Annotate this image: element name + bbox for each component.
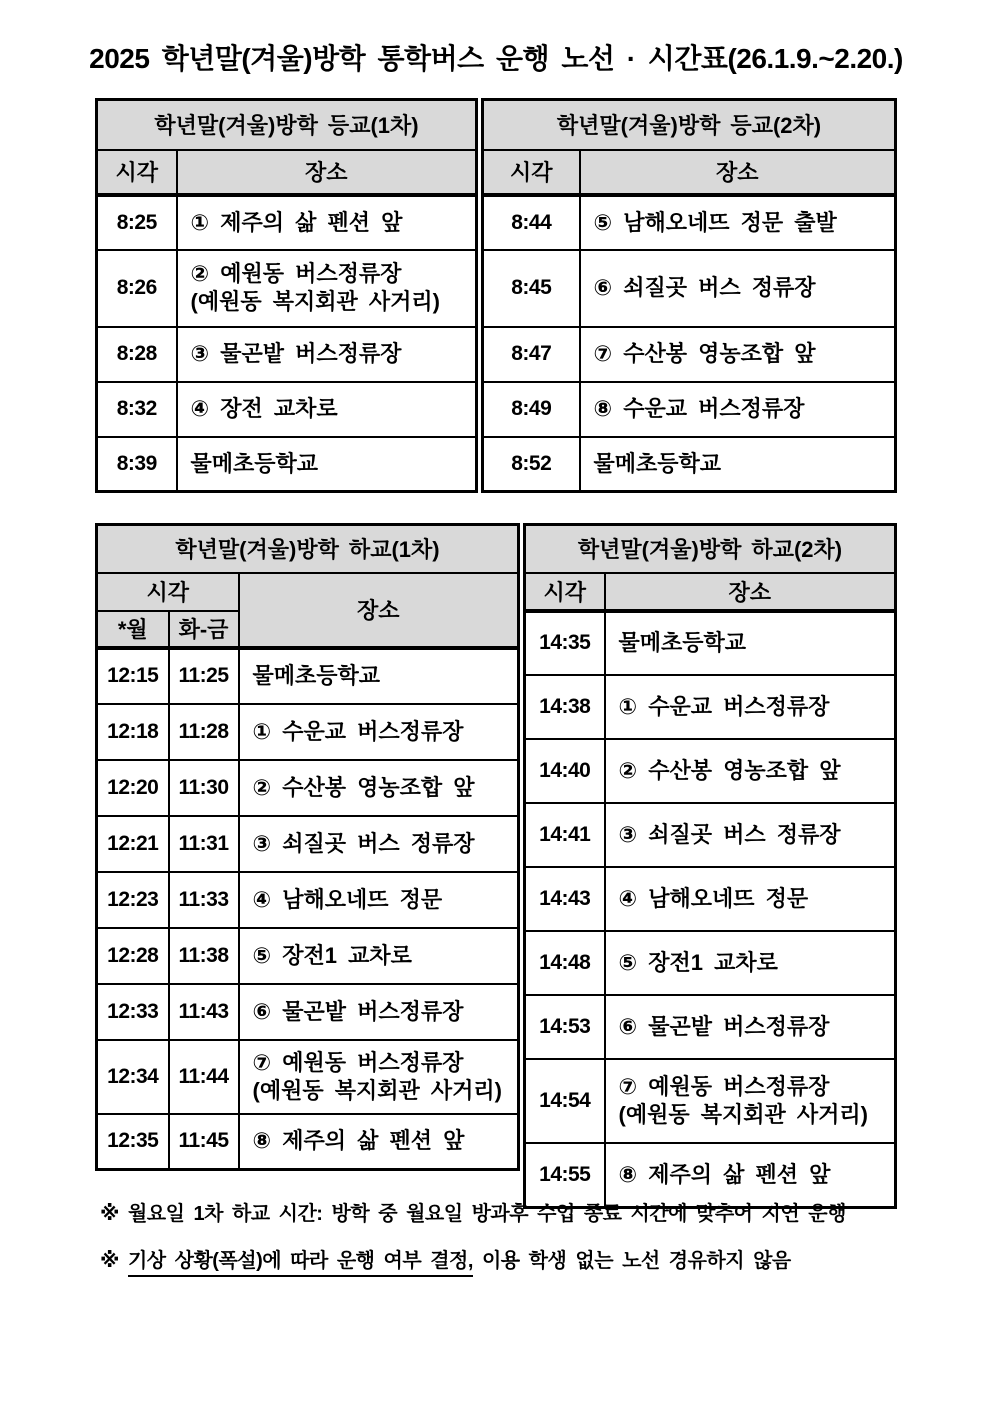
table-row bbox=[525, 867, 896, 931]
table-row bbox=[483, 250, 896, 327]
place-line-1: 물메초등학교 bbox=[252, 663, 381, 688]
place-cell bbox=[239, 872, 519, 928]
table-row bbox=[97, 984, 519, 1040]
place-header-cell: 장소 bbox=[605, 573, 896, 611]
tue-fri-time-cell: 11:38 bbox=[169, 928, 239, 984]
time-cell: 14:48 bbox=[525, 931, 605, 995]
tue-fri-time-cell: 11:25 bbox=[169, 648, 239, 704]
note-underlined-text: 기상 상황(폭설)에 따라 운행 여부 결정, bbox=[128, 1250, 473, 1277]
place-cell bbox=[605, 931, 896, 995]
table-row bbox=[525, 739, 896, 803]
time-cell: 14:35 bbox=[525, 611, 605, 675]
time-cell: 8:45 bbox=[483, 250, 580, 327]
place-line-1: ⑦ 예원동 버스정류장 bbox=[618, 1074, 830, 1100]
place-line-1: ⑤ 장전1 교차로 bbox=[252, 942, 412, 968]
table-row bbox=[97, 195, 477, 250]
mon-time-cell: 12:33 bbox=[97, 984, 169, 1040]
place-line-1: ⑥ 물곤밭 버스정류장 bbox=[252, 998, 464, 1024]
time-cell: 14:43 bbox=[525, 867, 605, 931]
place-header-cell: 장소 bbox=[239, 573, 519, 648]
tue-fri-time-cell: 11:33 bbox=[169, 872, 239, 928]
time-cell: 8:26 bbox=[97, 250, 177, 327]
table-title-cell: 학년말(겨울)방학 하교(1차) bbox=[97, 525, 519, 573]
time-cell: 8:32 bbox=[97, 382, 177, 437]
place-cell bbox=[239, 648, 519, 704]
afternoon-schedule-section bbox=[95, 523, 992, 1188]
tue-fri-time-cell: 11:45 bbox=[169, 1114, 239, 1170]
place-cell bbox=[605, 803, 896, 867]
table-row bbox=[483, 327, 896, 382]
tue-fri-time-cell: 11:43 bbox=[169, 984, 239, 1040]
time-header-cell: 시각 bbox=[525, 573, 605, 611]
tue-fri-time-cell: 11:28 bbox=[169, 704, 239, 760]
place-line-1: ② 예원동 버스정류장 bbox=[190, 261, 402, 286]
place-cell bbox=[239, 704, 519, 760]
place-line-1: ⑧ 수운교 버스정류장 bbox=[593, 396, 805, 421]
place-cell bbox=[239, 816, 519, 872]
column-header-row bbox=[97, 573, 519, 611]
table-row bbox=[525, 675, 896, 739]
time-cell: 14:38 bbox=[525, 675, 605, 739]
table-title-cell: 학년말(겨울)방학 등교(1차) bbox=[97, 100, 477, 150]
table-row bbox=[97, 327, 477, 382]
morning-1st-table bbox=[95, 98, 478, 493]
place-line-1: ② 수산봉 영농조합 앞 bbox=[618, 757, 841, 783]
time-cell: 8:47 bbox=[483, 327, 580, 382]
place-cell bbox=[605, 1059, 896, 1144]
place-line-1: ④ 남해오네뜨 정문 bbox=[618, 885, 809, 911]
table-row bbox=[97, 250, 477, 327]
place-cell bbox=[605, 611, 896, 675]
table-row bbox=[97, 1114, 519, 1170]
table-title-row bbox=[97, 525, 519, 573]
place-cell bbox=[605, 739, 896, 803]
place-line-1: 물메초등학교 bbox=[190, 450, 319, 476]
table-row bbox=[483, 195, 896, 250]
table-row bbox=[97, 648, 519, 704]
table-title-cell: 학년말(겨울)방학 등교(2차) bbox=[483, 100, 896, 150]
table-title-cell: 학년말(겨울)방학 하교(2차) bbox=[525, 525, 896, 573]
time-cell: 14:40 bbox=[525, 739, 605, 803]
table-row bbox=[525, 1059, 896, 1144]
tue-fri-time-cell: 11:30 bbox=[169, 760, 239, 816]
tue-fri-time-cell: 11:44 bbox=[169, 1040, 239, 1114]
place-line-1: ⑤ 장전1 교차로 bbox=[618, 949, 778, 975]
place-cell bbox=[239, 760, 519, 816]
time-header-cell: 시각 bbox=[483, 150, 580, 195]
mon-time-cell: 12:20 bbox=[97, 760, 169, 816]
time-cell: 8:25 bbox=[97, 195, 177, 250]
place-line-1: ① 제주의 삶 펜션 앞 bbox=[190, 209, 403, 235]
place-line-1: ⑧ 제주의 삶 펜션 앞 bbox=[618, 1162, 831, 1188]
time-cell: 8:44 bbox=[483, 195, 580, 250]
afternoon-1st-table bbox=[95, 523, 520, 1171]
table-row bbox=[97, 382, 477, 437]
place-cell bbox=[177, 250, 477, 327]
place-cell bbox=[605, 675, 896, 739]
place-cell bbox=[580, 382, 896, 437]
time-cell: 8:28 bbox=[97, 327, 177, 382]
mon-time-cell: 12:35 bbox=[97, 1114, 169, 1170]
place-line-1: ④ 남해오네뜨 정문 bbox=[252, 886, 443, 912]
mon-time-cell: 12:21 bbox=[97, 816, 169, 872]
place-cell bbox=[580, 250, 896, 327]
table-row bbox=[97, 816, 519, 872]
place-header-cell: 장소 bbox=[177, 150, 477, 195]
table-row bbox=[97, 437, 477, 492]
table-row bbox=[97, 760, 519, 816]
mon-time-cell: 12:18 bbox=[97, 704, 169, 760]
place-line-1: ③ 쇠질곳 버스 정류장 bbox=[618, 821, 841, 847]
place-cell bbox=[239, 984, 519, 1040]
time-cell: 14:41 bbox=[525, 803, 605, 867]
table-row bbox=[97, 704, 519, 760]
place-cell bbox=[239, 928, 519, 984]
place-line-2: (예원동 복지회관 사거리) bbox=[190, 289, 440, 314]
table-row bbox=[97, 872, 519, 928]
time-header-cell: 시각 bbox=[97, 150, 177, 195]
place-line-1: 물메초등학교 bbox=[593, 450, 722, 476]
table-row bbox=[483, 437, 896, 492]
table-row bbox=[483, 382, 896, 437]
morning-2nd-table bbox=[481, 98, 897, 493]
mon-time-cell: 12:28 bbox=[97, 928, 169, 984]
place-line-1: ③ 물곤밭 버스정류장 bbox=[190, 341, 402, 366]
time-cell: 14:55 bbox=[525, 1143, 605, 1207]
tue-fri-time-cell: 11:31 bbox=[169, 816, 239, 872]
morning-schedule-section bbox=[95, 98, 992, 493]
place-cell bbox=[580, 327, 896, 382]
mon-header-cell: *월 bbox=[97, 611, 169, 648]
mon-time-cell: 12:34 bbox=[97, 1040, 169, 1114]
table-title-row bbox=[97, 100, 477, 150]
place-cell bbox=[177, 195, 477, 250]
place-line-2: (예원동 복지회관 사거리) bbox=[252, 1077, 502, 1103]
note-marker: ※ bbox=[100, 1203, 119, 1225]
place-cell bbox=[239, 1040, 519, 1114]
place-line-1: 물메초등학교 bbox=[618, 630, 747, 656]
place-line-1: ⑤ 남해오네뜨 정문 출발 bbox=[593, 209, 837, 235]
note-marker: ※ bbox=[100, 1250, 119, 1272]
table-row bbox=[525, 995, 896, 1059]
place-cell bbox=[239, 1114, 519, 1170]
note-text: 이용 학생 없는 노선 경유하지 않음 bbox=[472, 1250, 791, 1272]
place-line-1: ① 수운교 버스정류장 bbox=[252, 718, 464, 744]
place-line-1: ② 수산봉 영농조합 앞 bbox=[252, 774, 475, 800]
time-cell: 8:49 bbox=[483, 382, 580, 437]
time-cell: 8:52 bbox=[483, 437, 580, 492]
mon-time-cell: 12:23 bbox=[97, 872, 169, 928]
tue-fri-header-cell: 화-금 bbox=[169, 611, 239, 648]
place-line-1: ⑥ 쇠질곳 버스 정류장 bbox=[593, 275, 816, 300]
table-title-row bbox=[483, 100, 896, 150]
place-header-cell: 장소 bbox=[580, 150, 896, 195]
page-title: 2025 학년말(겨울)방학 통학버스 운행 노선 · 시간표(26.1.9.~2.20.) bbox=[89, 43, 903, 74]
place-cell bbox=[177, 327, 477, 382]
place-line-1: ③ 쇠질곳 버스 정류장 bbox=[252, 830, 475, 856]
mon-time-cell: 12:15 bbox=[97, 648, 169, 704]
place-cell bbox=[177, 382, 477, 437]
time-header-cell: 시각 bbox=[97, 573, 239, 611]
column-header-row bbox=[483, 150, 896, 195]
note-text: 월요일 1차 하교 시간: 방학 중 월요일 방과후 수업 종료 시간에 맞추어 지연 운행 bbox=[127, 1203, 846, 1225]
time-cell: 14:53 bbox=[525, 995, 605, 1059]
table-title-row bbox=[525, 525, 896, 573]
place-cell bbox=[580, 437, 896, 492]
place-line-2: (예원동 복지회관 사거리) bbox=[618, 1102, 868, 1128]
place-cell bbox=[580, 195, 896, 250]
afternoon-2nd-table bbox=[523, 523, 897, 1209]
place-line-1: ⑦ 수산봉 영농조합 앞 bbox=[593, 341, 816, 366]
time-cell: 8:39 bbox=[97, 437, 177, 492]
time-cell: 14:54 bbox=[525, 1059, 605, 1144]
table-row bbox=[97, 1040, 519, 1114]
place-line-1: ⑧ 제주의 삶 펜션 앞 bbox=[252, 1128, 465, 1154]
place-line-1: ⑦ 예원동 버스정류장 bbox=[252, 1049, 464, 1075]
place-line-1: ⑥ 물곤밭 버스정류장 bbox=[618, 1013, 830, 1039]
table-row bbox=[525, 611, 896, 675]
table-row bbox=[525, 931, 896, 995]
note-line bbox=[100, 1244, 992, 1273]
table-row bbox=[97, 928, 519, 984]
place-cell bbox=[605, 995, 896, 1059]
place-cell bbox=[177, 437, 477, 492]
place-cell bbox=[605, 867, 896, 931]
table-row bbox=[525, 803, 896, 867]
place-line-1: ① 수운교 버스정류장 bbox=[618, 693, 830, 719]
place-line-1: ④ 장전 교차로 bbox=[190, 396, 338, 421]
column-header-row bbox=[97, 150, 477, 195]
